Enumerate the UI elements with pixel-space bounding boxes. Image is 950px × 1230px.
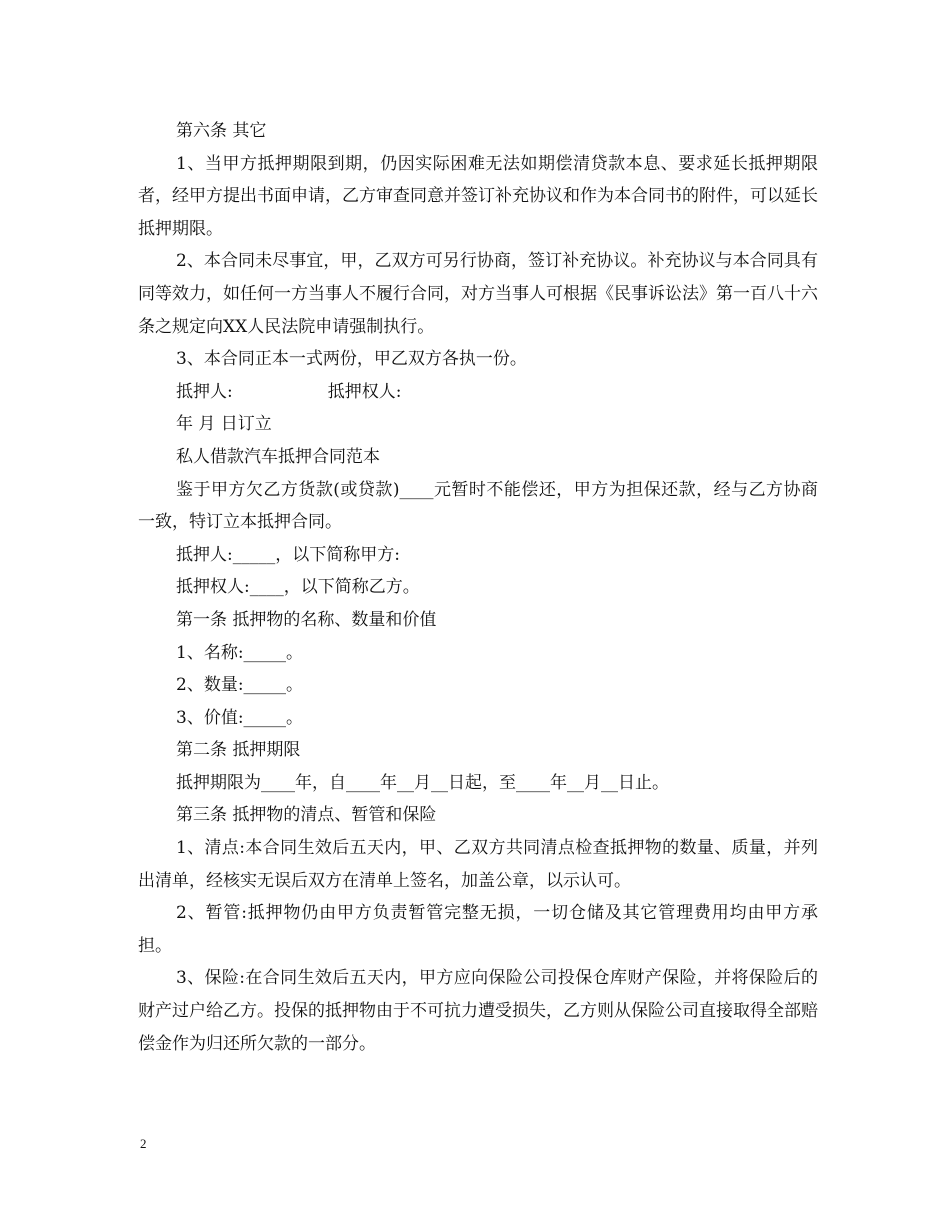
section-heading-6: 第六条 其它 bbox=[176, 121, 267, 141]
section-heading-1: 第一条 抵押物的名称、数量和价值 bbox=[176, 609, 437, 630]
date-line: 年 月 日订立 bbox=[176, 414, 272, 435]
paragraph-inventory: 1、清点:本合同生效后五天内，甲、乙双方共同清点检查抵押物的数量、质量，并列出清单，经核实无误后双方在清单上签名，加盖公章，以示认可。 bbox=[138, 838, 818, 891]
contract-title: 私人借款汽车抵押合同范本 bbox=[176, 446, 380, 467]
item-quantity: 2、数量:_____。 bbox=[176, 675, 304, 696]
paragraph-custody: 2、暂管:抵押物仍由甲方负责暂管完整无损，一切仓储及其它管理费用均由甲方承担。 bbox=[138, 903, 818, 956]
signature-mortgagor-label: 抵押人: bbox=[176, 381, 233, 402]
paragraph-preamble: 鉴于甲方欠乙方货款(或贷款)____元暂时不能偿还，甲方为担保还款，经与乙方协商一致，特订立本抵押合同。 bbox=[138, 479, 818, 533]
paragraph-insurance: 3、保险:在合同生效后五天内，甲方应向保险公司投保仓库财产保险，并将保险后的财产过户给乙方。投保的抵押物由于不可抗力遭受损失，乙方则从保险公司直接取得全部赔偿金作为归还所欠款的一部分。 bbox=[138, 968, 818, 1054]
party-b-line: 抵押权人:____，以下简称乙方。 bbox=[176, 577, 420, 598]
section-heading-3: 第三条 抵押物的清点、暂管和保险 bbox=[176, 805, 437, 826]
paragraph-supplement: 2、本合同未尽事宜，甲，乙双方可另行协商，签订补充协议。补充协议与本合同具有同等效力，如任何一方当事人不履行合同，对方当事人可根据《民事诉讼法》第一百八十六条之规定向XX人民法院申请强制执行。 bbox=[138, 251, 818, 337]
party-a-line: 抵押人:_____，以下简称甲方: bbox=[176, 544, 400, 565]
paragraph-term: 抵押期限为____年，自____年__月__日起，至____年__月__日止。 bbox=[176, 772, 669, 793]
item-value: 3、价值:_____。 bbox=[176, 707, 304, 728]
signature-line bbox=[138, 376, 818, 409]
page-number: 2 bbox=[140, 1136, 147, 1151]
document-body bbox=[138, 115, 818, 1060]
item-name: 1、名称:_____。 bbox=[176, 642, 304, 663]
signature-mortgagee-label: 抵押权人: bbox=[327, 381, 402, 402]
paragraph-copies: 3、本合同正本一式两份，甲乙双方各执一份。 bbox=[176, 349, 527, 370]
section-heading-2: 第二条 抵押期限 bbox=[176, 740, 301, 761]
paragraph-extension: 1、当甲方抵押期限到期，仍因实际困难无法如期偿清贷款本息、要求延长抵押期限者，经甲方提出书面申请，乙方审查同意并签订补充协议和作为本合同书的附件，可以延长抵押期限。 bbox=[138, 153, 818, 239]
